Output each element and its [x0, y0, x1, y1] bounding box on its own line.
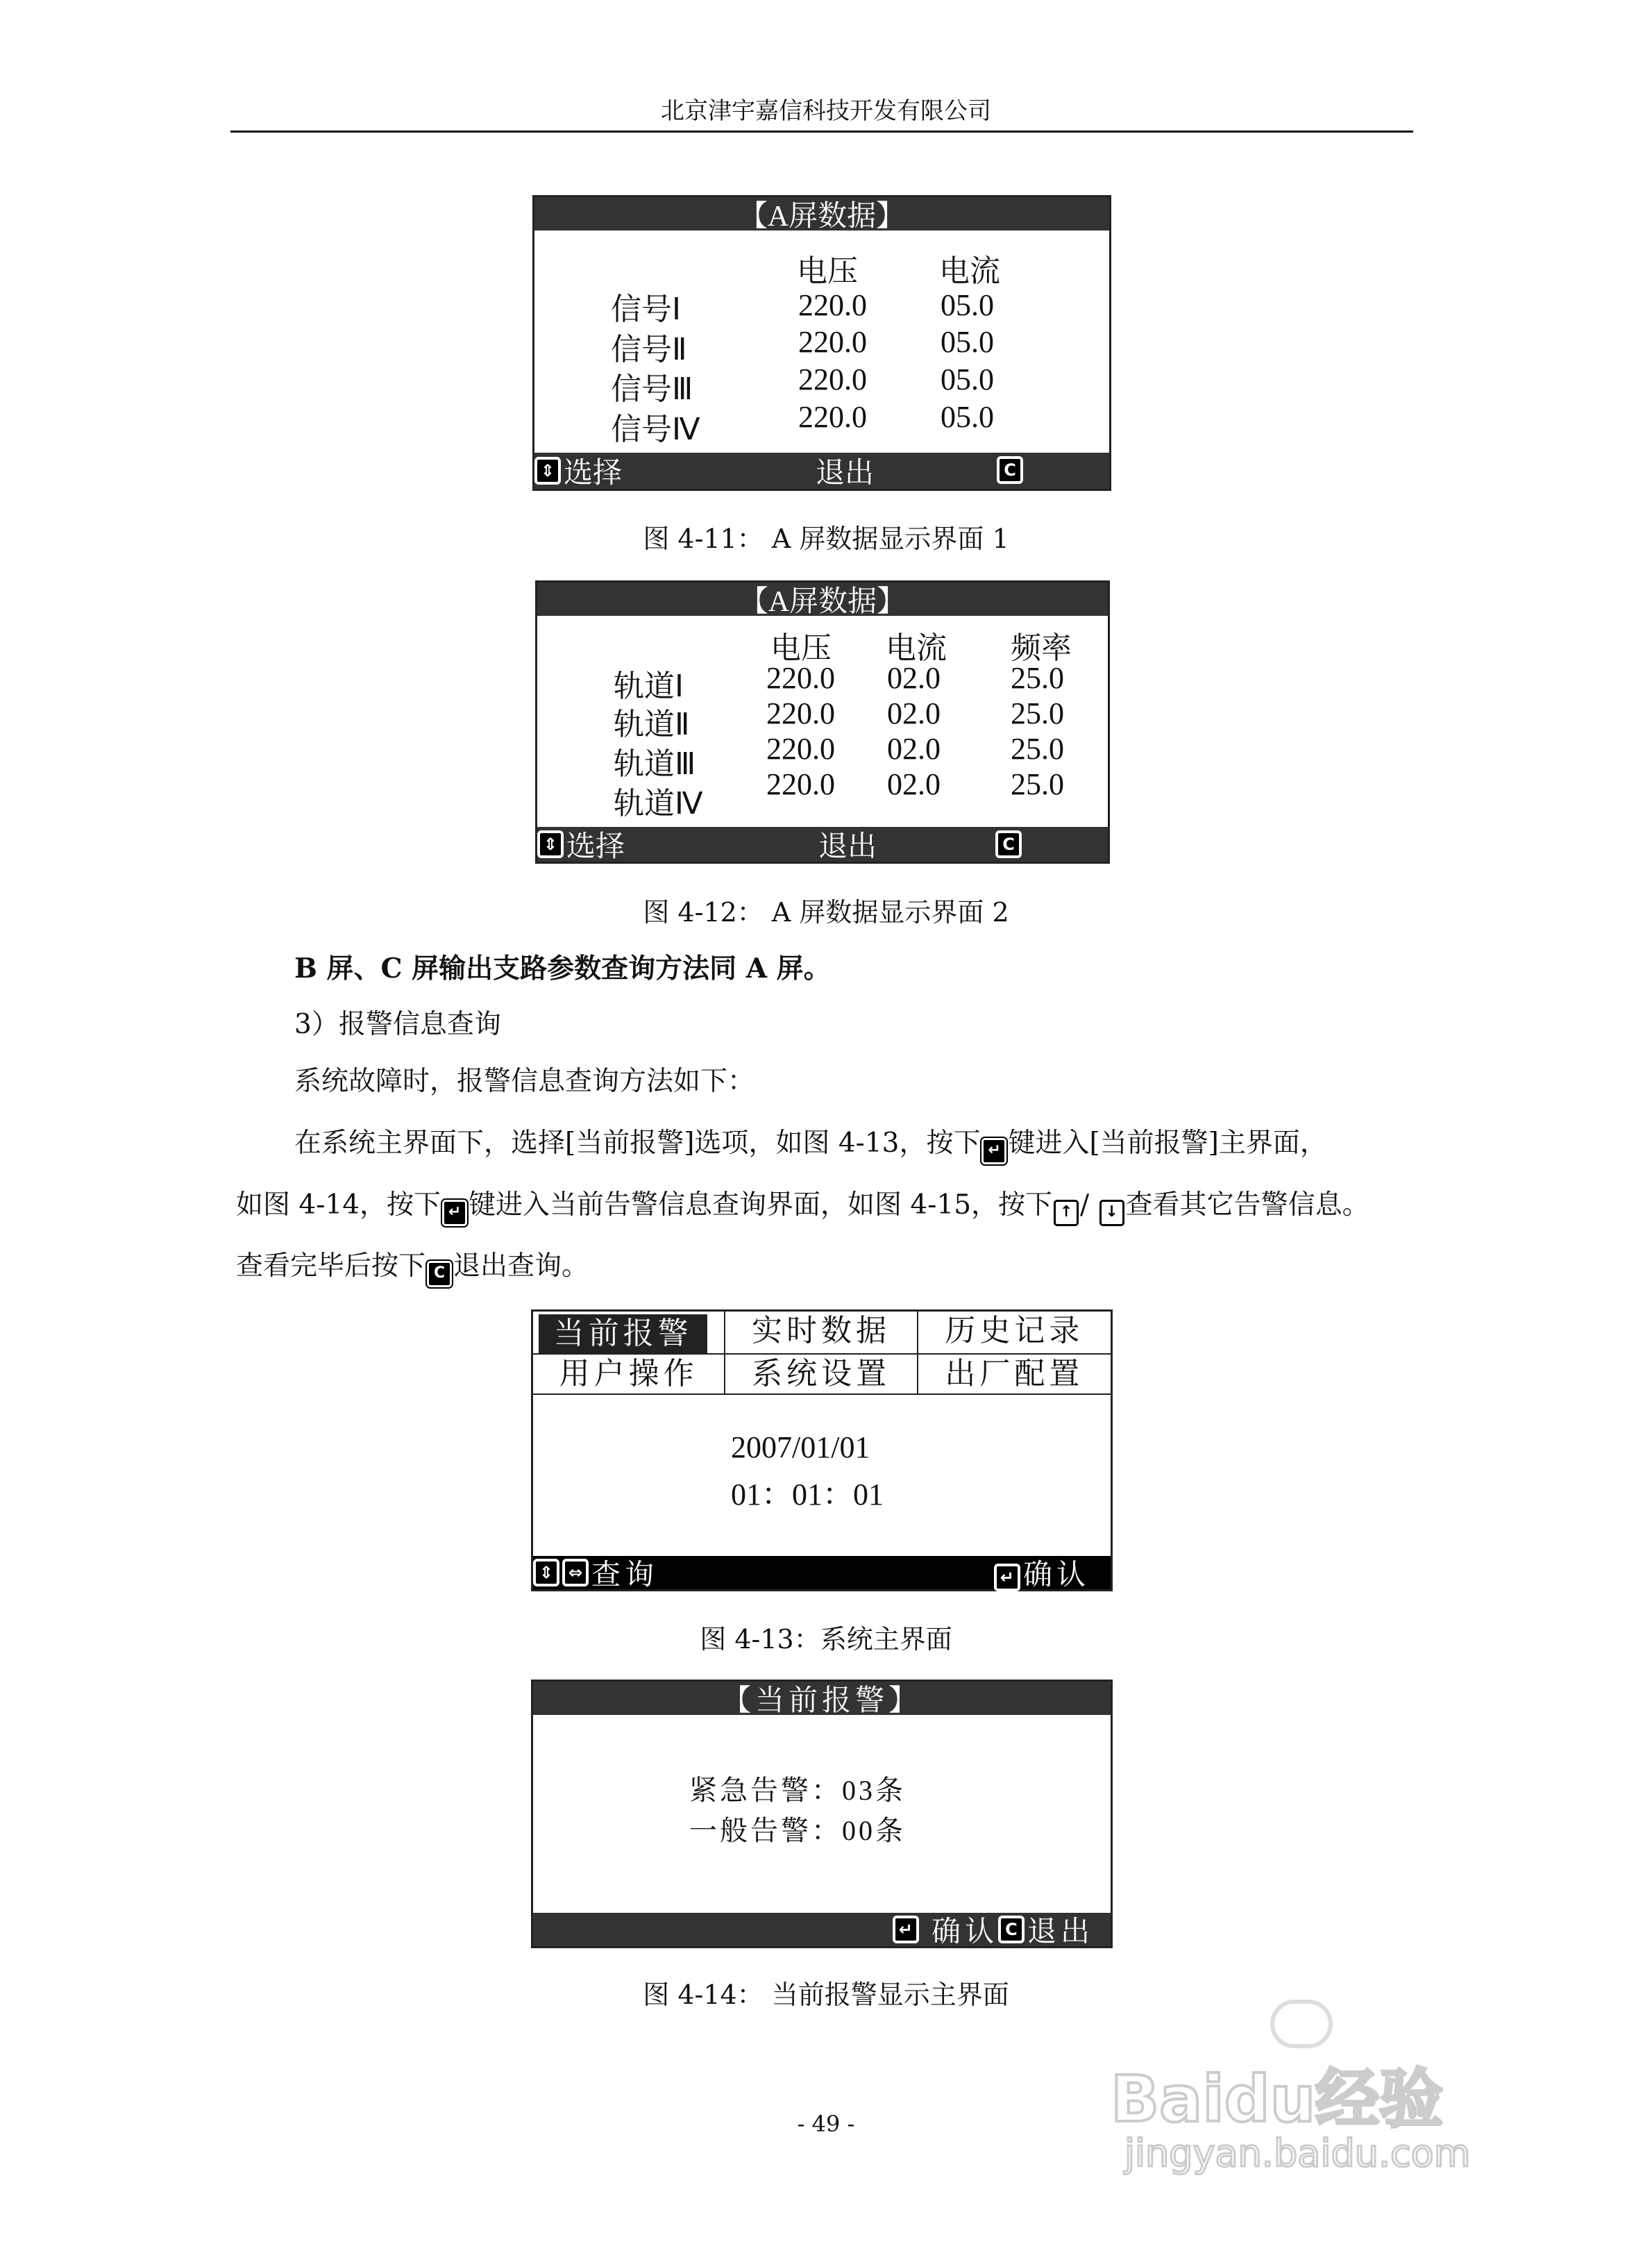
current-value: 02.0 — [887, 696, 941, 730]
row-label: 轨道Ⅱ — [614, 707, 690, 742]
figure-4-14-screen — [531, 1680, 1113, 1948]
figure-caption: 图 4-14： 当前报警显示主界面 — [643, 1979, 1009, 2010]
confirm-group — [994, 1552, 1090, 1593]
col-header-voltage: 电压 — [770, 631, 832, 665]
page-number: - 49 - — [797, 2111, 855, 2137]
current-value: 05.0 — [941, 400, 994, 434]
menu-realtime-data[interactable]: 实时数据 — [725, 1312, 918, 1355]
time-display: 01：01：01 — [731, 1477, 884, 1512]
text: 在系统主界面下，选择[当前报警]选项，如图 4-13，按下 — [294, 1128, 981, 1159]
main-menu — [533, 1312, 1111, 1395]
up-down-key-icon: ⇕ — [533, 1559, 559, 1586]
c-key-icon: C — [998, 1916, 1025, 1943]
menu-label: 当前报警 — [539, 1314, 707, 1353]
screen-footer — [537, 827, 1108, 862]
confirm-label: 确认 — [931, 1916, 998, 1948]
col-header-frequency: 频率 — [1011, 631, 1072, 665]
paw-logo-icon — [1270, 2000, 1333, 2048]
row-label: 轨道Ⅰ — [614, 669, 684, 703]
row-label: 信号Ⅳ — [611, 412, 700, 446]
enter-key-icon: ↵ — [994, 1564, 1020, 1591]
figure-caption: 图 4-12： A 屏数据显示界面 2 — [643, 897, 1009, 928]
page-header: 北京津宇嘉信科技开发有限公司 — [661, 97, 991, 125]
figure-4-12-screen — [535, 580, 1110, 864]
screen-footer — [533, 1556, 1111, 1589]
paragraph — [236, 1244, 589, 1287]
query-label: 查询 — [591, 1559, 659, 1591]
c-key-icon: C — [995, 830, 1022, 858]
paragraph — [236, 1183, 1369, 1226]
text: 如图 4-14，按下 — [236, 1189, 441, 1221]
menu-current-alarm[interactable] — [533, 1312, 725, 1355]
current-value: 05.0 — [941, 325, 994, 359]
text: 查看其它告警信息。 — [1125, 1189, 1369, 1221]
enter-key-icon: ↵ — [442, 1200, 467, 1226]
col-header-voltage: 电压 — [797, 254, 858, 288]
paragraph: 系统故障时，报警信息查询方法如下： — [294, 1066, 755, 1097]
text: / — [1080, 1189, 1098, 1221]
menu-history[interactable]: 历史记录 — [918, 1312, 1111, 1355]
figure-4-11-screen — [532, 195, 1111, 491]
menu-user-operation[interactable]: 用户操作 — [533, 1355, 725, 1395]
figure-caption: 图 4-11： A 屏数据显示界面 1 — [643, 524, 1009, 554]
watermark-brand: Baidu经验 — [1111, 2062, 1444, 2136]
exit-label: 退出 — [1027, 1916, 1094, 1948]
col-header-current: 电流 — [886, 631, 947, 665]
left-right-key-icon: ⇔ — [562, 1559, 589, 1586]
voltage-value: 220.0 — [798, 325, 867, 359]
up-arrow-key-icon: ↑ — [1054, 1200, 1079, 1226]
frequency-value: 25.0 — [1011, 661, 1064, 695]
figure-caption: 图 4-13：系统主界面 — [700, 1624, 952, 1655]
frequency-value: 25.0 — [1011, 767, 1064, 801]
enter-key-icon: ↵ — [981, 1138, 1006, 1164]
confirm-label: 确认 — [1022, 1559, 1090, 1591]
text: 查看完毕后按下 — [236, 1250, 426, 1282]
row-label: 轨道Ⅳ — [614, 787, 703, 821]
current-value: 02.0 — [887, 661, 941, 695]
text: 键进入当前告警信息查询界面，如图 4-15，按下 — [469, 1189, 1053, 1221]
current-value: 05.0 — [941, 362, 994, 396]
voltage-value: 220.0 — [766, 732, 835, 766]
text: 退出查询。 — [453, 1250, 589, 1282]
down-arrow-key-icon: ↓ — [1099, 1200, 1124, 1226]
enter-key-icon: ↵ — [893, 1916, 919, 1943]
frequency-value: 25.0 — [1011, 732, 1064, 766]
voltage-value: 220.0 — [798, 288, 867, 322]
row-label: 轨道Ⅲ — [614, 747, 696, 781]
current-value: 02.0 — [887, 732, 941, 766]
row-label: 信号Ⅲ — [611, 372, 693, 406]
voltage-value: 220.0 — [766, 767, 835, 801]
paragraph: B 屏、C 屏输出支路参数查询方法同 A 屏。 — [294, 953, 831, 985]
text: 键进入[当前报警]主界面， — [1008, 1128, 1327, 1159]
row-label: 信号Ⅰ — [611, 292, 681, 326]
baidu-watermark — [1111, 2000, 1471, 2180]
screen-footer — [533, 1913, 1111, 1946]
voltage-value: 220.0 — [766, 661, 835, 695]
current-value: 02.0 — [887, 767, 941, 801]
date-display: 2007/01/01 — [731, 1430, 870, 1464]
section-heading: 3）报警信息查询 — [294, 1009, 501, 1040]
figure-4-13-screen — [531, 1309, 1113, 1591]
voltage-value: 220.0 — [798, 400, 867, 434]
screen-title: 【当前报警】 — [533, 1682, 1111, 1715]
screen-title: 【A屏数据】 — [534, 197, 1109, 231]
urgent-alarm-count: 紧急告警：03条 — [689, 1775, 906, 1806]
menu-system-settings[interactable]: 系统设置 — [725, 1355, 918, 1395]
voltage-value: 220.0 — [766, 696, 835, 730]
select-label: 选择 — [564, 458, 623, 489]
exit-label: 退出 — [818, 831, 877, 863]
header-divider — [230, 131, 1413, 133]
exit-label: 退出 — [816, 458, 875, 489]
up-down-key-icon: ⇕ — [534, 457, 561, 485]
current-value: 05.0 — [941, 288, 994, 322]
row-label: 信号Ⅱ — [611, 333, 687, 367]
up-down-key-icon: ⇕ — [537, 830, 564, 858]
paragraph — [294, 1121, 1327, 1164]
screen-title: 【A屏数据】 — [537, 583, 1108, 616]
menu-factory-config[interactable]: 出厂配置 — [918, 1355, 1111, 1395]
voltage-value: 220.0 — [798, 362, 867, 396]
watermark-url: jingyan.baidu.com — [1124, 2132, 1471, 2175]
screen-footer — [534, 453, 1109, 489]
col-header-current: 电流 — [939, 254, 1000, 288]
general-alarm-count: 一般告警：00条 — [689, 1815, 906, 1846]
c-key-icon: C — [997, 456, 1023, 484]
c-key-icon: C — [427, 1261, 452, 1287]
select-label: 选择 — [566, 831, 625, 863]
frequency-value: 25.0 — [1011, 696, 1064, 730]
